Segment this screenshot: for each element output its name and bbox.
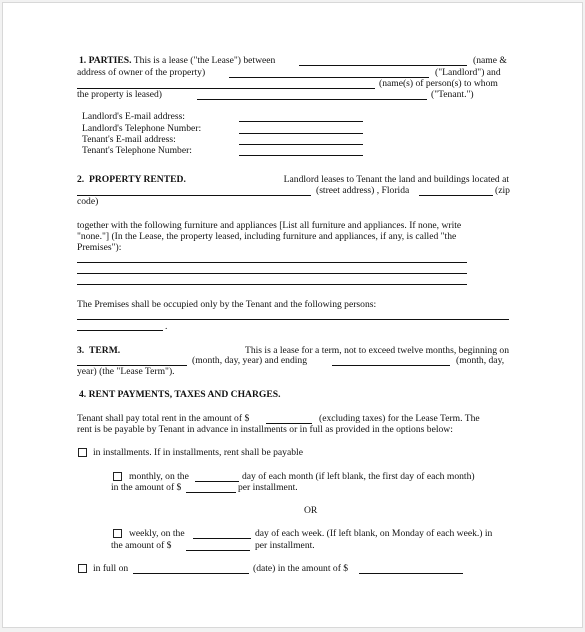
- term-heading: TERM.: [89, 345, 121, 356]
- parties-line-2-text: address of owner of the property): [77, 67, 206, 78]
- monthly-label-b: day of each month (if left blank, the first day of each month): [242, 471, 475, 482]
- landlord-phone-label: Landlord's Telephone Number:: [82, 123, 202, 134]
- occupied-text: The Premises shall be occupied only by the Tenant and the following persons:: [77, 299, 377, 310]
- furniture-blank-3[interactable]: [77, 284, 467, 285]
- rent-line-1b: (excluding taxes) for the Lease Term. The: [319, 413, 480, 424]
- occupants-period: .: [165, 321, 168, 332]
- tenant-email-label: Tenant's E-mail address:: [82, 134, 176, 145]
- monthly-per-installment: per installment.: [238, 482, 298, 493]
- in-full-label-b: (date) in the amount of $: [253, 563, 349, 574]
- weekly-amount-blank[interactable]: [186, 550, 250, 551]
- weekly-per-installment: per installment.: [255, 540, 315, 551]
- occupants-blank-2[interactable]: [77, 330, 163, 331]
- tenant-phone-label: Tenant's Telephone Number:: [82, 145, 192, 156]
- property-line-1-text: Landlord leases to Tenant the land and buildings located at: [283, 174, 509, 185]
- landlord-email-blank[interactable]: [239, 121, 363, 122]
- weekly-label-b: day of each week. (If left blank, on Monday of each week.) in: [255, 528, 493, 539]
- tenant-phone-blank[interactable]: [239, 155, 363, 156]
- occupants-blank-1[interactable]: [77, 319, 509, 320]
- parties-heading: PARTIES.: [88, 55, 132, 66]
- landlord-name-blank[interactable]: [299, 65, 467, 66]
- property-line-1: [77, 174, 509, 185]
- term-mdy-label-2: (month, day,: [456, 355, 505, 366]
- installments-label: in installments. If in installments, rent shall be payable: [93, 447, 303, 458]
- landlord-phone-blank[interactable]: [239, 133, 363, 134]
- monthly-day-blank[interactable]: [195, 481, 239, 482]
- parties-line-4-text: the property is leased): [77, 89, 162, 100]
- monthly-amount-blank[interactable]: [186, 492, 236, 493]
- street-address-label: (street address) , Florida: [316, 185, 410, 196]
- term-line-3: year) (the "Lease Term").: [77, 366, 175, 377]
- zip-code-blank[interactable]: [419, 195, 493, 196]
- tenant-email-blank[interactable]: [239, 144, 363, 145]
- furniture-line-3: Premises"):: [77, 242, 122, 253]
- landlord-email-label: Landlord's E-mail address:: [82, 111, 185, 122]
- parties-line-1-end: (name &: [473, 55, 507, 66]
- term-number: 3.: [77, 345, 85, 356]
- in-full-checkbox[interactable]: [78, 564, 87, 573]
- weekly-label-a: weekly, on the: [129, 528, 185, 539]
- weekly-day-blank[interactable]: [193, 538, 251, 539]
- term-end-blank[interactable]: [332, 365, 450, 366]
- weekly-amount-label: the amount of $: [111, 540, 172, 551]
- monthly-checkbox[interactable]: [113, 472, 122, 481]
- weekly-checkbox[interactable]: [113, 529, 122, 538]
- furniture-line-1: together with the following furniture and appliances [List all furniture and appliances. If none, write: [77, 220, 462, 231]
- parties-line-1: [79, 55, 275, 66]
- installments-checkbox[interactable]: [78, 448, 87, 457]
- parties-number: 1.: [79, 55, 87, 66]
- furniture-blank-2[interactable]: [77, 273, 467, 274]
- furniture-line-2: "none."] (In the Lease, the property leased, including furniture and appliances, if any, is called "the: [77, 231, 457, 242]
- street-address-blank[interactable]: [77, 195, 311, 196]
- rent-line-1a: Tenant shall pay total rent in the amount of $: [77, 413, 250, 424]
- furniture-blank-1[interactable]: [77, 262, 467, 263]
- property-number: 2.: [77, 174, 85, 185]
- in-full-amount-blank[interactable]: [359, 573, 463, 574]
- lease-document-page: [2, 2, 583, 628]
- parties-line-3-end: (name(s) of person(s) to whom: [379, 78, 498, 89]
- tenant-info-blank[interactable]: [197, 99, 427, 100]
- monthly-label-a: monthly, on the: [129, 471, 189, 482]
- property-heading: PROPERTY RENTED.: [89, 174, 186, 185]
- in-full-label-a: in full on: [93, 563, 129, 574]
- zip-label: (zip: [495, 185, 510, 196]
- term-mdy-label-1: (month, day, year) and ending: [192, 355, 307, 366]
- monthly-amount-label: in the amount of $: [111, 482, 182, 493]
- parties-line-2-end: ("Landlord") and: [435, 67, 501, 78]
- term-line-1-text: This is a lease for a term, not to exceed twelve months, beginning on: [244, 345, 509, 356]
- rent-heading: 4. RENT PAYMENTS, TAXES AND CHARGES.: [79, 389, 281, 400]
- parties-line-4-end: ("Tenant."): [431, 89, 474, 100]
- in-full-date-blank[interactable]: [133, 573, 249, 574]
- or-separator: OR: [304, 505, 318, 516]
- parties-line-1-text: This is a lease ("the Lease") between: [133, 55, 276, 66]
- rent-line-2: rent is be payable by Tenant in advance in installments or in full as provided in the options below:: [77, 424, 453, 435]
- code-label: code): [77, 196, 99, 207]
